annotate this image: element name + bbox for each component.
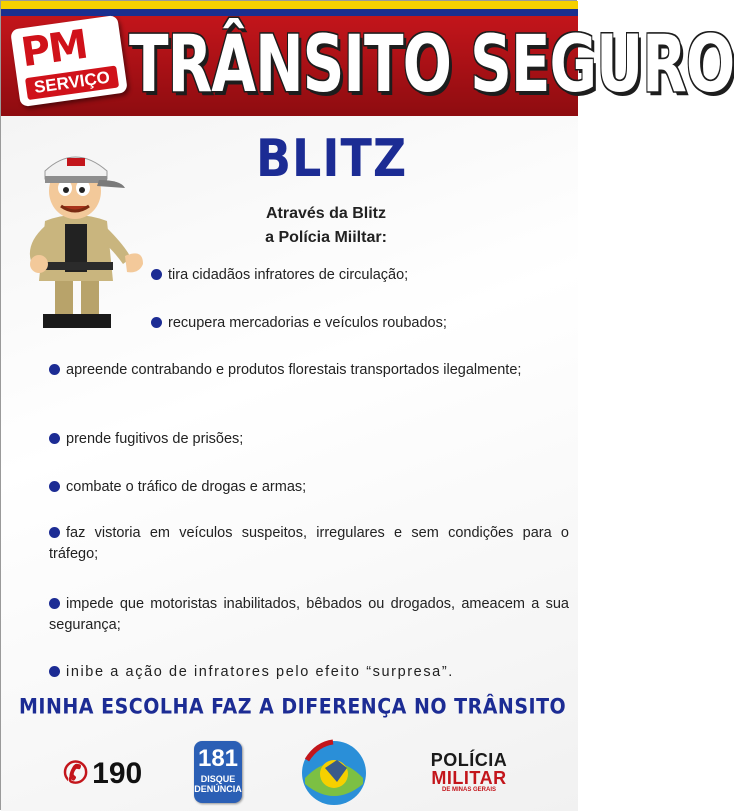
- list-item: [49, 360, 569, 381]
- bullet-icon: [151, 317, 162, 328]
- intro-text: [241, 202, 411, 250]
- list-item-text: tira cidadãos infratores de circulação;: [168, 267, 409, 283]
- disque-number: 181: [197, 745, 239, 772]
- phone-190: [63, 756, 142, 791]
- pm-servico-logo: [10, 15, 128, 107]
- bullet-icon: [49, 481, 60, 492]
- content-area: [1, 116, 578, 811]
- bullet-icon: [49, 527, 60, 538]
- list-item: [49, 477, 569, 498]
- pm-logo-line-3: DE MINAS GERAIS: [441, 787, 496, 793]
- disque-denuncia-logo: [194, 741, 242, 803]
- yellow-stripe: [1, 1, 578, 9]
- pm-logo-line-2: MILITAR: [431, 768, 507, 788]
- phone-icon: ✆: [63, 757, 89, 790]
- intro-line-1: Através da Blitz: [265, 205, 387, 222]
- list-item: [151, 265, 561, 286]
- list-item: [151, 313, 561, 334]
- slogan: MINHA ESCOLHA FAZ A DIFERENÇA NO TRÂNSITO: [19, 694, 567, 720]
- phone-number: 190: [92, 757, 143, 790]
- mascot-police-officer: [15, 136, 145, 336]
- list-item-text: recupera mercadorias e veículos roubados;: [168, 315, 447, 331]
- list-item-text: combate o tráfico de drogas e armas;: [66, 479, 307, 495]
- disque-label: DISQUE DENÚNCIA: [194, 774, 242, 794]
- intro-line-2: a Polícia Miiltar:: [265, 229, 387, 246]
- list-item: [49, 594, 569, 636]
- header-title: TRÂNSITO SEGURO: [129, 18, 734, 110]
- header-banner: [1, 16, 734, 116]
- emblem-logo: [299, 738, 369, 808]
- policia-militar-logo: [419, 751, 519, 794]
- pm-logo-text: PM: [18, 21, 90, 77]
- list-item: [49, 662, 569, 683]
- pm-logo-line-1: POLÍCIA: [430, 750, 508, 770]
- list-item: [49, 523, 569, 565]
- list-item: [49, 429, 569, 450]
- bullet-icon: [151, 269, 162, 280]
- bullet-icon: [49, 598, 60, 609]
- list-item-text: impede que motoristas inabilitados, bêbados ou drogados, ameacem a sua segurança;: [49, 596, 569, 633]
- list-item-text: prende fugitivos de prisões;: [66, 431, 244, 447]
- list-item-text: inibe a ação de infratores pelo efeito “surpresa”.: [66, 664, 454, 680]
- list-item-text: faz vistoria em veículos suspeitos, irregulares e sem condições para o tráfego;: [49, 525, 569, 562]
- bullet-icon: [49, 433, 60, 444]
- pm-logo-subtext: SERVIÇO: [25, 65, 119, 100]
- bullet-icon: [49, 364, 60, 375]
- footer: [1, 731, 578, 811]
- bullet-icon: [49, 666, 60, 677]
- blitz-title: BLITZ: [256, 128, 408, 189]
- list-item-text: apreende contrabando e produtos florestais transportados ilegalmente;: [66, 362, 522, 378]
